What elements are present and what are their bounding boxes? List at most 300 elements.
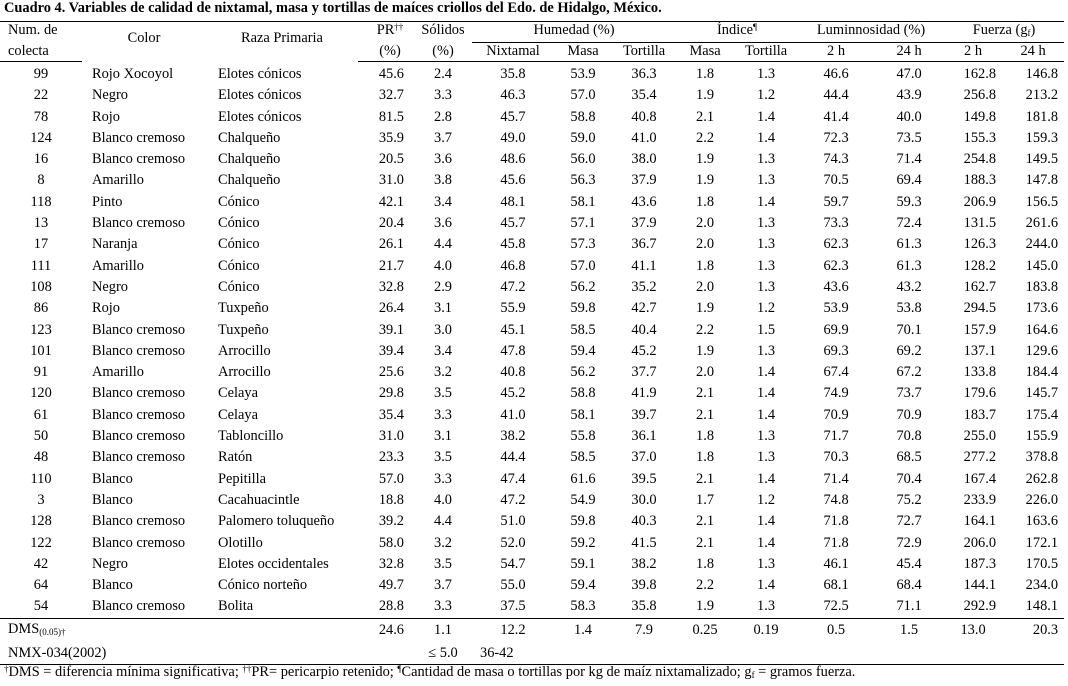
solidos-cell: 4.4: [434, 513, 452, 530]
fuerza-24h-cell: 170.5: [1025, 555, 1059, 572]
tortilla-cell: 38.0: [631, 151, 657, 168]
raza-cell: Chalqueño: [218, 129, 281, 146]
lum-24h-cell: 43.2: [896, 278, 922, 295]
num-cell: 124: [30, 129, 52, 146]
lum-24h-cell: 40.0: [896, 108, 922, 125]
lum-2h-cell: 70.9: [823, 406, 849, 423]
pr-cell: 32.8: [378, 278, 404, 295]
indice-masa-cell: 1.9: [696, 342, 715, 359]
pr-cell: 26.4: [378, 300, 404, 317]
pr-cell: 39.1: [378, 321, 404, 338]
color-cell: Pinto: [92, 193, 123, 210]
color-cell: Rojo Xocoyol: [92, 66, 174, 82]
num-cell: 61: [33, 406, 49, 423]
masa-cell: 57.0: [570, 87, 596, 104]
nixtamal-cell: 38.2: [500, 428, 526, 445]
fuerza-2h-cell: 206.9: [963, 193, 997, 210]
lum-24h-cell: 70.8: [896, 428, 922, 445]
indice-masa-cell: 2.1: [696, 534, 715, 551]
pr-cell: 49.7: [378, 577, 404, 594]
nixtamal-cell: 41.0: [500, 406, 526, 423]
indice-masa-cell: 2.1: [696, 108, 715, 125]
table-row: [0, 85, 1064, 106]
lum-2h-cell: 74.8: [823, 491, 849, 508]
raza-cell: Celaya: [218, 385, 258, 402]
num-cell: 86: [33, 300, 49, 317]
indice-tortilla-cell: 1.3: [757, 449, 776, 466]
solidos-cell: 3.8: [434, 172, 452, 189]
table-row: [0, 554, 1064, 575]
masa-cell: 59.1: [570, 555, 596, 572]
fuerza-24h-cell: 164.6: [1025, 321, 1059, 338]
header-row-1: [0, 22, 1064, 43]
fuerza-24h-cell: 156.5: [1025, 193, 1059, 210]
fuerza-24h-cell: 261.6: [1025, 215, 1059, 232]
fuerza-24h-cell: 145.7: [1025, 385, 1059, 402]
masa-cell: 61.6: [570, 470, 596, 487]
masa-cell: 58.1: [570, 193, 596, 210]
solidos-cell: 3.3: [434, 87, 452, 104]
dms-label: $DMS_{(0.05)\dagger}$: [0, 618, 358, 643]
lum-24h-cell: 45.4: [896, 555, 922, 572]
fuerza-24h-cell: 129.6: [1025, 342, 1059, 359]
indice-masa-cell: 1.7: [696, 491, 715, 508]
indice-masa-cell: 1.8: [696, 257, 715, 274]
fuerza-2h-cell: 162.7: [963, 278, 997, 295]
lum-2h-cell: 41.4: [823, 108, 849, 125]
indice-masa-cell: 1.9: [696, 598, 715, 615]
indice-masa-cell: 1.9: [696, 172, 715, 189]
solidos-cell: 3.4: [434, 342, 452, 359]
nixtamal-cell: 47.4: [500, 470, 526, 487]
raza-cell: Cónico: [218, 215, 260, 232]
nixtamal-cell: 47.2: [500, 491, 526, 508]
tortilla-cell: 30.0: [631, 491, 657, 508]
masa-cell: 56.0: [570, 151, 596, 168]
fuerza-24h-cell: 146.8: [1025, 66, 1059, 82]
solidos-cell: 3.3: [434, 470, 452, 487]
fuerza-2h-cell: 128.2: [963, 257, 997, 274]
lum-24h-cell: 70.4: [896, 470, 922, 487]
num-cell: 118: [30, 193, 52, 210]
masa-cell: 56.2: [570, 364, 596, 381]
lum-2h-cell: 69.9: [823, 321, 849, 338]
fuerza-24h-cell: 226.0: [1025, 491, 1059, 508]
indice-masa-cell: 2.0: [696, 278, 715, 295]
num-cell: 50: [33, 428, 49, 445]
fuerza-2h-cell: 131.5: [963, 215, 997, 232]
tortilla-cell: 41.0: [631, 129, 657, 146]
tortilla-cell: 36.7: [631, 236, 657, 253]
color-cell: Amarillo: [92, 257, 144, 274]
lum-24h-cell: 59.3: [896, 193, 922, 210]
dms-value: 12.2: [472, 618, 554, 643]
indice-tortilla-cell: 1.4: [757, 534, 776, 551]
color-cell: Blanco cremoso: [92, 513, 186, 530]
table-row: [0, 426, 1064, 447]
num-cell: 22: [33, 87, 49, 104]
header-num-2: colecta: [0, 43, 82, 62]
solidos-cell: 3.7: [434, 577, 452, 594]
tortilla-cell: 35.4: [631, 87, 657, 104]
lum-24h-cell: 72.9: [896, 534, 922, 551]
fuerza-2h-cell: 183.7: [963, 406, 997, 423]
indice-masa-cell: 1.9: [696, 87, 715, 104]
fuerza-2h-cell: 255.0: [963, 428, 997, 445]
indice-tortilla-cell: 1.4: [757, 513, 776, 530]
num-cell: 13: [33, 215, 49, 232]
solidos-cell: 3.2: [434, 364, 452, 381]
header-fuerza-2h: 2 h: [944, 43, 1002, 62]
lum-2h-cell: 70.5: [823, 172, 849, 189]
color-cell: Blanco cremoso: [92, 342, 186, 359]
tortilla-cell: 39.8: [631, 577, 657, 594]
solidos-cell: 3.0: [434, 321, 452, 338]
lum-2h-cell: 73.3: [823, 215, 849, 232]
indice-masa-cell: 2.0: [696, 215, 715, 232]
lum-2h-cell: 46.6: [823, 66, 849, 82]
indice-tortilla-cell: 1.4: [757, 108, 776, 125]
indice-tortilla-cell: 1.3: [757, 236, 776, 253]
num-cell: 54: [33, 598, 49, 615]
masa-cell: 58.1: [570, 406, 596, 423]
fuerza-24h-cell: 172.1: [1025, 534, 1059, 551]
nixtamal-cell: 45.1: [500, 321, 526, 338]
fuerza-2h-cell: 162.8: [963, 66, 997, 82]
masa-cell: 59.0: [570, 129, 596, 146]
table-row: [0, 469, 1064, 490]
indice-tortilla-cell: 1.2: [757, 300, 776, 317]
num-cell: 8: [37, 172, 45, 189]
indice-tortilla-cell: 1.3: [757, 555, 776, 572]
nixtamal-cell: 51.0: [500, 513, 526, 530]
tortilla-cell: 41.1: [631, 257, 657, 274]
raza-cell: Arrocillo: [218, 342, 271, 359]
raza-cell: Cónico norteño: [218, 577, 308, 594]
indice-tortilla-cell: 1.3: [757, 428, 776, 445]
pr-cell: 42.1: [378, 193, 404, 210]
num-cell: 48: [33, 449, 49, 466]
lum-24h-cell: 75.2: [896, 491, 922, 508]
indice-tortilla-cell: 1.4: [757, 385, 776, 402]
table-row: [0, 256, 1064, 277]
table-row: [0, 234, 1064, 255]
tortilla-cell: 39.5: [631, 470, 657, 487]
header-color: Color: [82, 22, 206, 62]
pr-cell: 58.0: [378, 534, 404, 551]
header-indice-masa: Masa: [676, 43, 734, 62]
raza-cell: Ratón: [218, 449, 253, 466]
pr-cell: 35.4: [378, 406, 404, 423]
num-cell: 123: [30, 321, 52, 338]
lum-24h-cell: 61.3: [896, 257, 922, 274]
dms-value: 0.5: [798, 618, 874, 643]
nixtamal-cell: 55.0: [500, 577, 526, 594]
nixtamal-cell: 55.9: [500, 300, 526, 317]
fuerza-24h-cell: 184.4: [1025, 364, 1059, 381]
num-cell: 64: [33, 577, 49, 594]
lum-24h-cell: 67.2: [896, 364, 922, 381]
raza-cell: Olotillo: [218, 534, 263, 551]
tortilla-cell: 39.7: [631, 406, 657, 423]
fuerza-24h-cell: 262.8: [1025, 470, 1059, 487]
raza-cell: Elotes cónicos: [218, 108, 302, 125]
color-cell: Negro: [92, 555, 128, 572]
fuerza-2h-cell: 157.9: [963, 321, 997, 338]
fuerza-24h-cell: 173.6: [1025, 300, 1059, 317]
num-cell: 91: [33, 364, 49, 381]
header-lum-24h: 24 h: [874, 43, 944, 62]
nixtamal-cell: 44.4: [500, 449, 526, 466]
nixtamal-cell: 45.2: [500, 385, 526, 402]
nixtamal-cell: 48.6: [500, 151, 526, 168]
fuerza-24h-cell: 145.0: [1025, 257, 1059, 274]
tortilla-cell: 43.6: [631, 193, 657, 210]
table-row: [0, 596, 1064, 618]
masa-cell: 55.8: [570, 428, 596, 445]
dms-value: 1.1: [414, 618, 472, 643]
indice-tortilla-cell: 1.4: [757, 406, 776, 423]
footnote: †DMS = diferencia mínima significativa; ††PR= pericarpio retenido; ¶Cantidad de masa o tortillas por kg de maíz nixtamalizado; $g_f$ = gramos fuerza.: [4, 664, 856, 680]
dms-value: 13.0: [944, 618, 1002, 643]
fuerza-2h-cell: 179.6: [963, 385, 997, 402]
lum-2h-cell: 74.3: [823, 151, 849, 168]
indice-masa-cell: 2.2: [696, 577, 715, 594]
nixtamal-cell: 46.3: [500, 87, 526, 104]
solidos-cell: 3.5: [434, 385, 452, 402]
pr-cell: 25.6: [378, 364, 404, 381]
dms-value: 1.4: [554, 618, 612, 643]
solidos-cell: 3.3: [434, 406, 452, 423]
dms-value: 24.6: [358, 618, 414, 643]
masa-cell: 59.8: [570, 300, 596, 317]
num-cell: 128: [30, 513, 52, 530]
masa-cell: 58.8: [570, 385, 596, 402]
indice-tortilla-cell: 1.4: [757, 577, 776, 594]
raza-cell: Pepitilla: [218, 470, 266, 487]
indice-tortilla-cell: 1.5: [757, 321, 776, 338]
lum-2h-cell: 59.7: [823, 193, 849, 210]
tortilla-cell: 35.2: [631, 278, 657, 295]
tortilla-cell: 42.7: [631, 300, 657, 317]
raza-cell: Chalqueño: [218, 172, 281, 189]
fuerza-2h-cell: 144.1: [963, 577, 997, 594]
masa-cell: 59.4: [570, 577, 596, 594]
fuerza-2h-cell: 256.8: [963, 87, 997, 104]
header-humedad: Humedad (%): [472, 22, 676, 43]
indice-masa-cell: 1.8: [696, 555, 715, 572]
lum-2h-cell: 67.4: [823, 364, 849, 381]
fuerza-2h-cell: 292.9: [963, 598, 997, 615]
header-fuerza: Fuerza $(g_f)$: [944, 22, 1064, 43]
num-cell: 99: [33, 66, 49, 82]
lum-24h-cell: 70.1: [896, 321, 922, 338]
masa-cell: 58.5: [570, 321, 596, 338]
indice-masa-cell: 2.1: [696, 385, 715, 402]
fuerza-24h-cell: 183.8: [1025, 278, 1059, 295]
pr-cell: 45.6: [378, 66, 404, 82]
nmx-label: NMX-034(2002): [0, 643, 358, 665]
solidos-cell: 4.0: [434, 257, 452, 274]
nixtamal-cell: 52.0: [500, 534, 526, 551]
lum-2h-cell: 71.4: [823, 470, 849, 487]
indice-masa-cell: 1.8: [696, 193, 715, 210]
table-row: [0, 533, 1064, 554]
raza-cell: Tabloncillo: [218, 428, 284, 445]
fuerza-2h-cell: 277.2: [963, 449, 997, 466]
fuerza-24h-cell: 213.2: [1025, 87, 1059, 104]
fuerza-2h-cell: 188.3: [963, 172, 997, 189]
solidos-cell: 3.1: [434, 300, 452, 317]
nixtamal-cell: 47.2: [500, 278, 526, 295]
header-lum-2h: 2 h: [798, 43, 874, 62]
num-cell: 120: [30, 385, 52, 402]
indice-masa-cell: 2.1: [696, 470, 715, 487]
raza-cell: Arrocillo: [218, 364, 271, 381]
solidos-cell: 3.1: [434, 428, 452, 445]
lum-24h-cell: 68.4: [896, 577, 922, 594]
tortilla-cell: 40.4: [631, 321, 657, 338]
header-solidos: Sólidos: [414, 22, 472, 43]
solidos-cell: 2.8: [434, 108, 452, 125]
indice-tortilla-cell: 1.4: [757, 129, 776, 146]
solidos-cell: 3.6: [434, 151, 452, 168]
solidos-cell: 3.5: [434, 449, 452, 466]
indice-tortilla-cell: 1.3: [757, 151, 776, 168]
lum-24h-cell: 72.7: [896, 513, 922, 530]
lum-2h-cell: 43.6: [823, 278, 849, 295]
lum-24h-cell: 43.9: [896, 87, 922, 104]
tortilla-cell: 36.1: [631, 428, 657, 445]
raza-cell: Cónico: [218, 236, 260, 253]
num-cell: 110: [30, 470, 52, 487]
table-row: [0, 341, 1064, 362]
masa-cell: 58.5: [570, 449, 596, 466]
lum-24h-cell: 71.4: [896, 151, 922, 168]
color-cell: Naranja: [92, 236, 138, 253]
num-cell: 78: [33, 108, 49, 125]
tortilla-cell: 37.7: [631, 364, 657, 381]
indice-masa-cell: 1.8: [696, 66, 715, 82]
masa-cell: 57.1: [570, 215, 596, 232]
masa-cell: 57.3: [570, 236, 596, 253]
solidos-cell: 3.4: [434, 193, 452, 210]
table-row: [0, 575, 1064, 596]
num-cell: 111: [30, 257, 52, 274]
indice-masa-cell: 2.2: [696, 129, 715, 146]
color-cell: Amarillo: [92, 172, 144, 189]
nixtamal-cell: 48.1: [500, 193, 526, 210]
indice-tortilla-cell: 1.4: [757, 193, 776, 210]
masa-cell: 53.9: [570, 66, 596, 82]
pr-cell: 35.9: [378, 129, 404, 146]
table-row: [0, 405, 1064, 426]
pr-cell: 18.8: [378, 491, 404, 508]
table-row: [0, 320, 1064, 341]
solidos-cell: 3.7: [434, 129, 452, 146]
header-raza: Raza Primaria: [206, 22, 358, 62]
lum-24h-cell: 72.4: [896, 215, 922, 232]
lum-2h-cell: 53.9: [823, 300, 849, 317]
indice-masa-cell: 2.0: [696, 236, 715, 253]
lum-24h-cell: 69.2: [896, 342, 922, 359]
raza-cell: Cónico: [218, 257, 260, 274]
table-row: [0, 277, 1064, 298]
nixtamal-cell: 45.6: [500, 172, 526, 189]
lum-2h-cell: 62.3: [823, 257, 849, 274]
nixtamal-cell: 45.7: [500, 215, 526, 232]
solidos-cell: 4.4: [434, 236, 452, 253]
lum-24h-cell: 73.7: [896, 385, 922, 402]
color-cell: Blanco: [92, 491, 133, 508]
header-fuerza-24h: 24 h: [1002, 43, 1064, 62]
lum-24h-cell: 71.1: [896, 598, 922, 615]
raza-cell: Cacahuacintle: [218, 491, 300, 508]
indice-tortilla-cell: 1.2: [757, 491, 776, 508]
indice-masa-cell: 1.9: [696, 151, 715, 168]
solidos-cell: 2.4: [434, 66, 452, 82]
num-cell: 3: [37, 491, 45, 508]
lum-2h-cell: 74.9: [823, 385, 849, 402]
lum-24h-cell: 47.0: [896, 66, 922, 82]
num-cell: 16: [33, 151, 49, 168]
solidos-cell: 4.0: [434, 491, 452, 508]
raza-cell: Elotes occidentales: [218, 555, 329, 572]
lum-2h-cell: 72.3: [823, 129, 849, 146]
color-cell: Blanco cremoso: [92, 321, 186, 338]
fuerza-2h-cell: 126.3: [963, 236, 997, 253]
lum-2h-cell: 71.7: [823, 428, 849, 445]
fuerza-24h-cell: 181.8: [1025, 108, 1059, 125]
header-solidos-2: (%): [414, 43, 472, 62]
table-row: [0, 149, 1064, 170]
color-cell: Blanco cremoso: [92, 215, 186, 232]
lum-24h-cell: 70.9: [896, 406, 922, 423]
header-masa: Masa: [554, 43, 612, 62]
indice-masa-cell: 2.2: [696, 321, 715, 338]
fuerza-24h-cell: 234.0: [1025, 577, 1059, 594]
raza-cell: Bolita: [218, 598, 254, 615]
fuerza-24h-cell: 175.4: [1025, 406, 1059, 423]
table-row: [0, 490, 1064, 511]
fuerza-24h-cell: 155.9: [1025, 428, 1059, 445]
tortilla-cell: 41.9: [631, 385, 657, 402]
pr-cell: 28.8: [378, 598, 404, 615]
nixtamal-cell: 46.8: [500, 257, 526, 274]
solidos-cell: 3.2: [434, 534, 452, 551]
dms-value: 1.5: [874, 618, 944, 643]
header-tortilla: Tortilla: [612, 43, 676, 62]
num-cell: 17: [33, 236, 49, 253]
pr-cell: 20.4: [378, 215, 404, 232]
solidos-cell: 3.6: [434, 215, 452, 232]
color-cell: Blanco cremoso: [92, 428, 186, 445]
fuerza-2h-cell: 164.1: [963, 513, 997, 530]
raza-cell: Elotes cónicos: [218, 87, 302, 104]
raza-cell: Palomero toluqueño: [218, 513, 335, 530]
indice-masa-cell: 1.9: [696, 300, 715, 317]
masa-cell: 59.4: [570, 342, 596, 359]
indice-tortilla-cell: 1.2: [757, 87, 776, 104]
masa-cell: 59.8: [570, 513, 596, 530]
color-cell: Blanco cremoso: [92, 406, 186, 423]
pr-cell: 21.7: [378, 257, 404, 274]
fuerza-2h-cell: 206.0: [963, 534, 997, 551]
indice-masa-cell: 2.0: [696, 364, 715, 381]
fuerza-2h-cell: 187.3: [963, 555, 997, 572]
color-cell: Blanco: [92, 577, 133, 594]
table-row: [0, 192, 1064, 213]
